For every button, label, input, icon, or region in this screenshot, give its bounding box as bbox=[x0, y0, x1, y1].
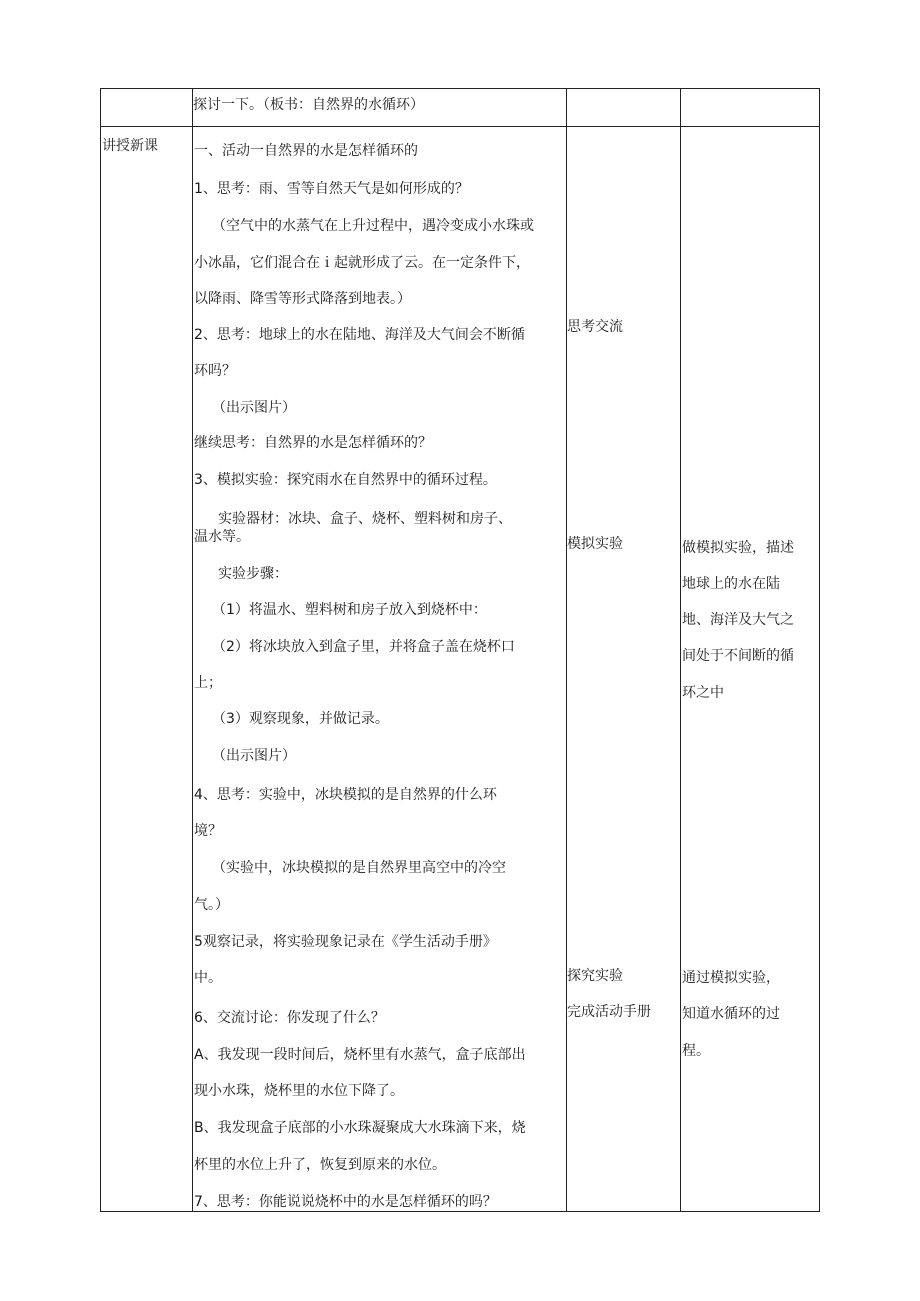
activity-simulation: 模拟实验 bbox=[567, 536, 623, 552]
intent-line: 地、海洋及大气之 bbox=[682, 612, 794, 628]
intent-line: 环之中 bbox=[682, 685, 724, 701]
content-line: （出示图片） bbox=[212, 748, 296, 764]
content-line: 杯里的水位上升了，恢复到原来的水位。 bbox=[194, 1157, 446, 1173]
content-line: 环吗？ bbox=[194, 363, 236, 379]
header-row-text: 探讨一下。（板书：自然界的水循环） bbox=[193, 97, 424, 113]
content-line: 小冰晶，它们混合在ｉ起就形成了云。在一定条件下， bbox=[194, 255, 530, 271]
content-line: 上； bbox=[194, 675, 222, 691]
section-label: 讲授新课 bbox=[102, 138, 158, 154]
content-line: 实验步骤： bbox=[218, 566, 288, 582]
content-line: 实验器材：冰块、盒子、烧杯、塑料树和房子、 bbox=[218, 511, 512, 527]
content-line: 3、模拟实验：探究雨水在自然界中的循环过程。 bbox=[194, 472, 497, 488]
row-divider bbox=[101, 126, 819, 127]
content-line: 气。） bbox=[194, 897, 229, 913]
intent-line: 做模拟实验，描述 bbox=[682, 540, 794, 556]
activity-inquiry: 探究实验 bbox=[567, 968, 623, 984]
content-line: 继续思考：自然界的水是怎样循环的？ bbox=[194, 435, 432, 451]
content-line: 4、思考：实验中，冰块模拟的是自然界的什么环 bbox=[194, 787, 497, 803]
content-line: 5观察记录，将实验现象记录在《学生活动手册》 bbox=[194, 934, 497, 950]
column-divider-1 bbox=[192, 89, 193, 1211]
content-line: 现小水珠，烧杯里的水位下降了。 bbox=[194, 1083, 404, 1099]
content-line: （空气中的水蒸气在上升过程中，遇冷变成小水珠或 bbox=[212, 218, 534, 234]
content-line: 7、思考：你能说说烧杯中的水是怎样循环的吗？ bbox=[194, 1194, 497, 1210]
content-line: A、我发现一段时间后，烧杯里有水蒸气，盒子底部出 bbox=[194, 1047, 526, 1063]
content-line: 2、思考：地球上的水在陆地、海洋及大气间会不断循 bbox=[194, 327, 525, 343]
column-divider-2 bbox=[566, 89, 567, 1211]
content-line: B、我发现盒子底部的小水珠凝聚成大水珠滴下来，烧 bbox=[194, 1120, 526, 1136]
activity-think-exchange: 思考交流 bbox=[567, 319, 623, 335]
activity-handbook: 完成活动手册 bbox=[567, 1004, 651, 1020]
intent-line: 通过模拟实验， bbox=[682, 970, 780, 986]
content-line: （2）将冰块放入到盒子里，并将盒子盖在烧杯口 bbox=[212, 639, 515, 655]
column-divider-3 bbox=[680, 89, 681, 1211]
content-line: （3）观察现象，并做记录。 bbox=[212, 711, 389, 727]
content-line: 温水等。 bbox=[194, 529, 250, 545]
intent-line: 知道水循环的过 bbox=[682, 1006, 780, 1022]
content-line: 境？ bbox=[194, 823, 222, 839]
intent-line: 地球上的水在陆 bbox=[682, 576, 780, 592]
content-line: 一、活动一自然界的水是怎样循环的 bbox=[194, 143, 418, 159]
content-line: 以降雨、降雪等形式降落到地表。） bbox=[194, 291, 411, 307]
intent-line: 程。 bbox=[682, 1043, 710, 1059]
content-line: 6、交流讨论：你发现了什么？ bbox=[194, 1010, 385, 1026]
content-line: （实验中，冰块模拟的是自然界里高空中的冷空 bbox=[212, 860, 506, 876]
content-line: （出示图片） bbox=[212, 400, 296, 416]
content-line: 中。 bbox=[194, 970, 222, 986]
content-line: （1）将温水、塑料树和房子放入到烧杯中： bbox=[212, 602, 487, 618]
content-line: 1、思考：雨、雪等自然天气是如何形成的？ bbox=[194, 181, 469, 197]
intent-line: 间处于不间断的循 bbox=[682, 648, 794, 664]
